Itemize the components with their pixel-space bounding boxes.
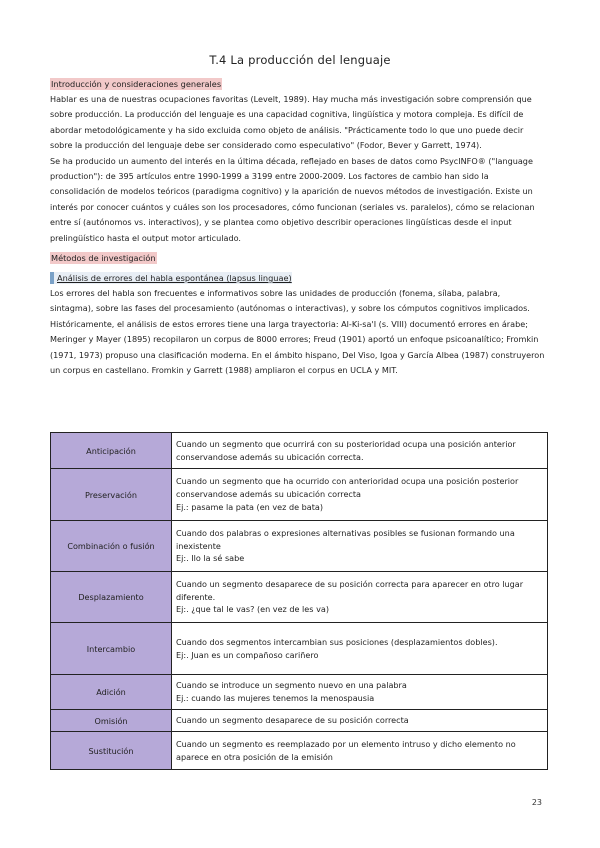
- section-heading-intro: Introducción y consideraciones generales: [51, 79, 222, 89]
- error-type-cell: Omisión: [51, 710, 172, 732]
- methods-paragraph-2: Históricamente, el análisis de estos errores tiene una larga trayectoria: Al-Ki-sa'I (s. VIII) documentó errores en árabe; Meringer y Mayer (1895) recopilaron un corpus de 8000 errores; Freud (1901) aportó un enfoque psicoanalítico; Fromkin (1971, 1973) propuso una clasificación moderna. En el ámbito hispano, Del Viso, Igoa y García Albea (1987) construyeron un corpus en castellano. Fromkin y Garrett (1988) ampliaron el corpus en UCLA y MIT.: [50, 318, 545, 376]
- table-row: [51, 732, 548, 770]
- error-description-cell: Cuando un segmento que ocurrirá con su posterioridad ocupa una posición anterior conservandose además su ubicación correcta.: [172, 433, 548, 469]
- error-type-cell: Sustitución: [51, 732, 172, 770]
- error-description-cell: Cuando un segmento que ha ocurrido con anterioridad ocupa una posición posterior conservandose además su ubicación correcta Ej.: pasame la pata (en vez de bata): [172, 469, 548, 521]
- table-row: [51, 710, 548, 732]
- methods-paragraph-1: Los errores del habla son frecuentes e informativos sobre las unidades de producción (fonema, sílaba, palabra, sintagma), sobre las fases del procesamiento (autónomas o interactivas), y sobre los cómputos cognitivos implicados.: [50, 288, 530, 314]
- error-description-cell: Cuando se introduce un segmento nuevo en una palabra Ej.: cuando las mujeres tenemos la menospausia: [172, 675, 548, 710]
- intro-paragraph-1: Hablar es una de nuestras ocupaciones favoritas (Levelt, 1989). Hay mucha más investigación sobre comprensión que sobre producción. La producción del lenguaje es una capacidad cognitiva, lingüística y motora compleja. Es difícil de abordar metodológicamente y ha sido excluida como objeto de análisis. "Prácticamente todo lo que uno puede decir sobre la producción del lenguaje debe ser considerado como especulativo" (Fodor, Bever y Garrett, 1974).: [50, 94, 532, 151]
- error-description-cell: Cuando dos segmentos intercambian sus posiciones (desplazamientos dobles). Ej:. Juan es un compañoso cariñero: [172, 623, 548, 675]
- error-type-cell: Intercambio: [51, 623, 172, 675]
- error-type-cell: Preservación: [51, 469, 172, 521]
- table-row: [51, 433, 548, 469]
- error-description-cell: Cuando un segmento desaparece de su posición correcta: [172, 710, 548, 732]
- intro-paragraph-2: Se ha producido un aumento del interés en la última década, reflejado en bases de datos como PsycINFO® ("language production"): de 395 artículos entre 1990-1999 a 3199 entre 2000-2009. Los factores de cambio han sido la consolidación de modelos teóricos (paradigma cognitivo) y la aparición de nuevos métodos de investigación. Existe un interés por conocer cuántos y cuáles son los procesadores, cómo funcionan (seriales vs. paralelos), cómo se relacionan entre sí (autónomos vs. interactivos), y se plantea como objetivo describir operaciones lingüísticas desde el input prelingüístico hasta el output motor articulado.: [50, 155, 535, 243]
- table-row: [51, 675, 548, 710]
- page-title: T.4 La producción del lenguaje: [209, 53, 391, 67]
- error-description-cell: Cuando un segmento desaparece de su posición correcta para aparecer en otro lugar diferente. Ej:. ¿que tal le vas? (en vez de les va): [172, 572, 548, 623]
- table-row: [51, 572, 548, 623]
- section-heading-methods: Métodos de investigación: [51, 253, 156, 264]
- document-body: [50, 72, 545, 379]
- error-type-cell: Desplazamiento: [51, 572, 172, 623]
- error-type-cell: Combinación o fusión: [51, 521, 172, 572]
- subsection-heading: Análisis de errores del habla espontánea (lapsus linguae): [50, 272, 292, 284]
- speech-errors-table: [50, 432, 548, 770]
- error-type-cell: Anticipación: [51, 433, 172, 469]
- page-number: 23: [531, 798, 542, 807]
- error-description-cell: Cuando dos palabras o expresiones alternativas posibles se fusionan formando una inexistente Ej:. Ilo la sé sabe: [172, 521, 548, 572]
- table-row: [51, 521, 548, 572]
- error-description-cell: Cuando un segmento es reemplazado por un elemento intruso y dicho elemento no aparece en otra posición de la emisión: [172, 732, 548, 770]
- table-row: [51, 469, 548, 521]
- table-row: [51, 623, 548, 675]
- error-type-cell: Adición: [51, 675, 172, 710]
